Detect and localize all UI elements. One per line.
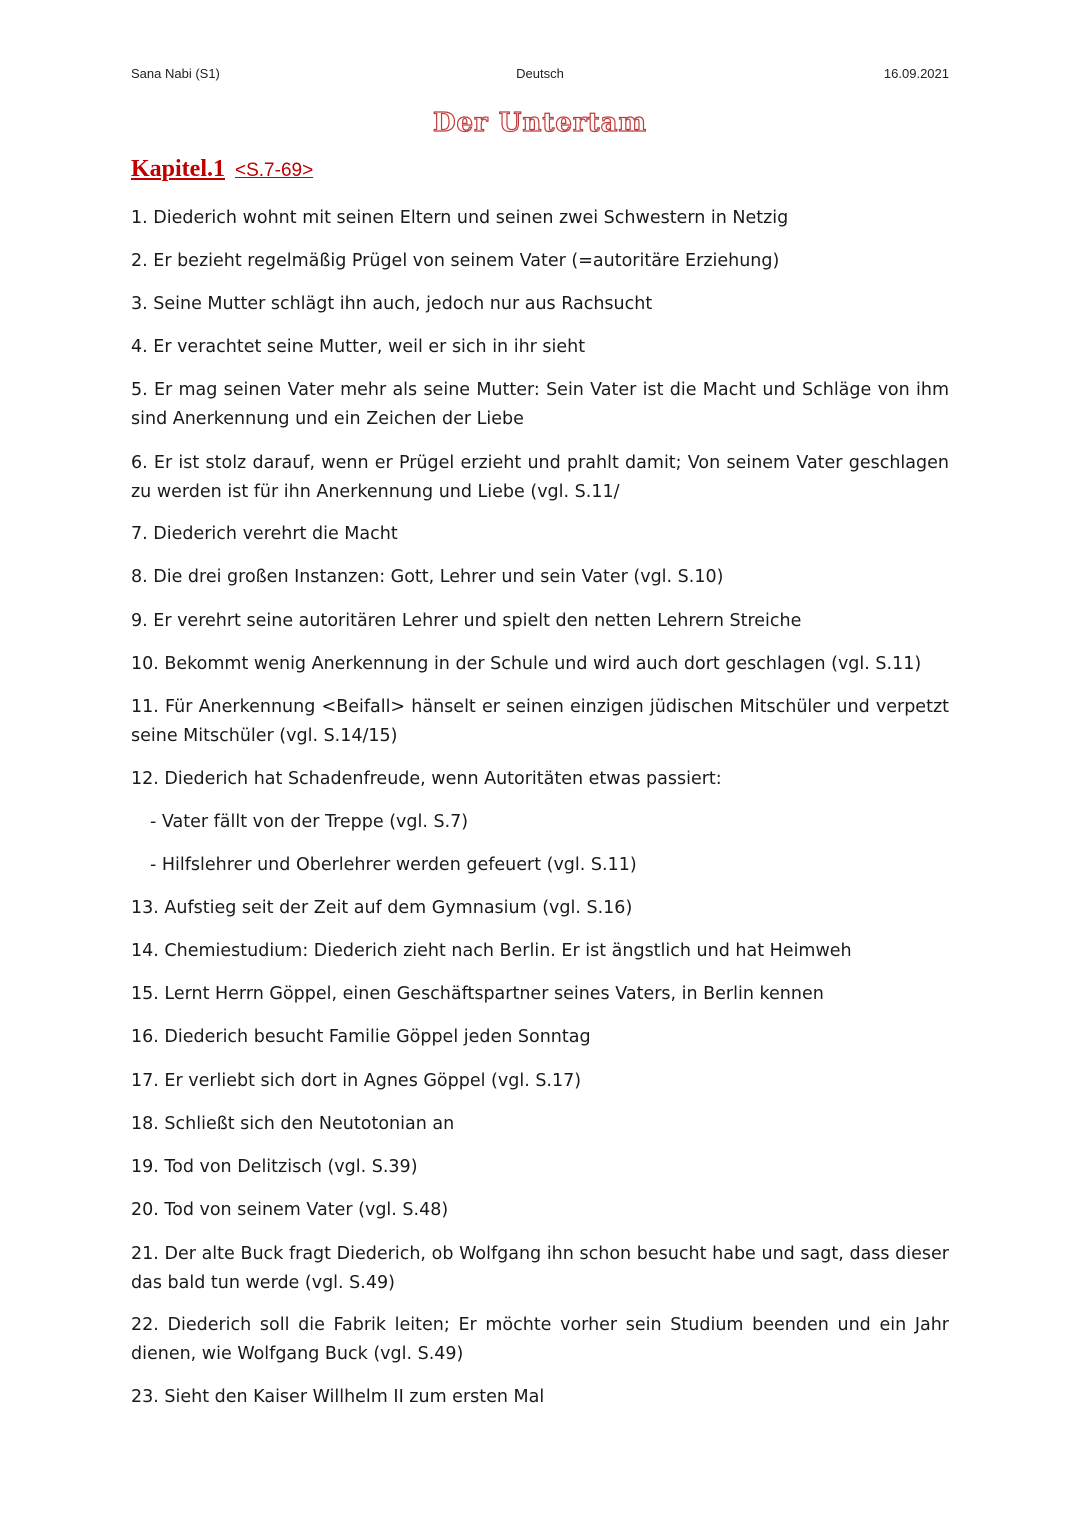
list-item: 21. Der alte Buck fragt Diederich, ob Wolfgang ihn schon besucht habe und sagt, dass dieser das bald tun werde (vgl. S.49) [131,1244,949,1293]
header-author: Sana Nabi (S1) [131,66,220,81]
chapter-name: Kapitel.1 [131,156,225,182]
sub-list-item: - Vater fällt von der Treppe (vgl. S.7) [150,812,469,832]
sub-list-item: - Hilfslehrer und Oberlehrer werden gefeuert (vgl. S.11) [150,855,637,875]
list-item: 5. Er mag seinen Vater mehr als seine Mutter: Sein Vater ist die Macht und Schläge von ihm sind Anerkennung und ein Zeichen der Liebe [131,380,949,429]
list-item: 2. Er bezieht regelmäßig Prügel von seinem Vater (=autoritäre Erziehung) [131,251,780,271]
document-title: Der Untertam [432,108,648,138]
list-item: 3. Seine Mutter schlägt ihn auch, jedoch nur aus Rachsucht [131,294,653,314]
list-item: 19. Tod von Delitzisch (vgl. S.39) [131,1157,418,1177]
list-item: 12. Diederich hat Schadenfreude, wenn Autoritäten etwas passiert: [131,769,722,789]
list-item: 6. Er ist stolz darauf, wenn er Prügel erzieht und prahlt damit; Von seinem Vater geschlagen zu werden ist für ihn Anerkennung und Liebe (vgl. S.11/ [131,453,949,502]
header-date: 16.09.2021 [883,66,949,81]
list-item: 10. Bekommt wenig Anerkennung in der Schule und wird auch dort geschlagen (vgl. S.11) [131,654,922,674]
list-item: 7. Diederich verehrt die Macht [131,524,398,544]
list-item: 8. Die drei großen Instanzen: Gott, Lehrer und sein Vater (vgl. S.10) [131,567,724,587]
list-item: 14. Chemiestudium: Diederich zieht nach Berlin. Er ist ängstlich und hat Heimweh [131,941,852,961]
list-item: 15. Lernt Herrn Göppel, einen Geschäftspartner seines Vaters, in Berlin kennen [131,984,824,1004]
list-item: 23. Sieht den Kaiser Willhelm II zum ersten Mal [131,1387,545,1407]
list-item: 20. Tod von seinem Vater (vgl. S.48) [131,1200,449,1220]
chapter-pages: <S.7-69> [235,160,314,181]
list-item: 1. Diederich wohnt mit seinen Eltern und seinen zwei Schwestern in Netzig [131,208,789,228]
list-item: 17. Er verliebt sich dort in Agnes Göppel (vgl. S.17) [131,1071,582,1091]
list-item: 22. Diederich soll die Fabrik leiten; Er möchte vorher sein Studium beenden und ein Jahr dienen, wie Wolfgang Buck (vgl. S.49) [131,1315,949,1364]
chapter-heading [131,156,313,183]
list-item: 4. Er verachtet seine Mutter, weil er sich in ihr sieht [131,337,586,357]
list-item: 11. Für Anerkennung <Beifall> hänselt er seinen einzigen jüdischen Mitschüler und verpetzt seine Mitschüler (vgl. S.14/15) [131,697,949,746]
list-item: 18. Schließt sich den Neutotonian an [131,1114,455,1134]
header-subject: Deutsch [516,66,564,81]
list-item: 13. Aufstieg seit der Zeit auf dem Gymnasium (vgl. S.16) [131,898,633,918]
list-item: 16. Diederich besucht Familie Göppel jeden Sonntag [131,1027,591,1047]
list-item: 9. Er verehrt seine autoritären Lehrer und spielt den netten Lehrern Streiche [131,611,802,631]
